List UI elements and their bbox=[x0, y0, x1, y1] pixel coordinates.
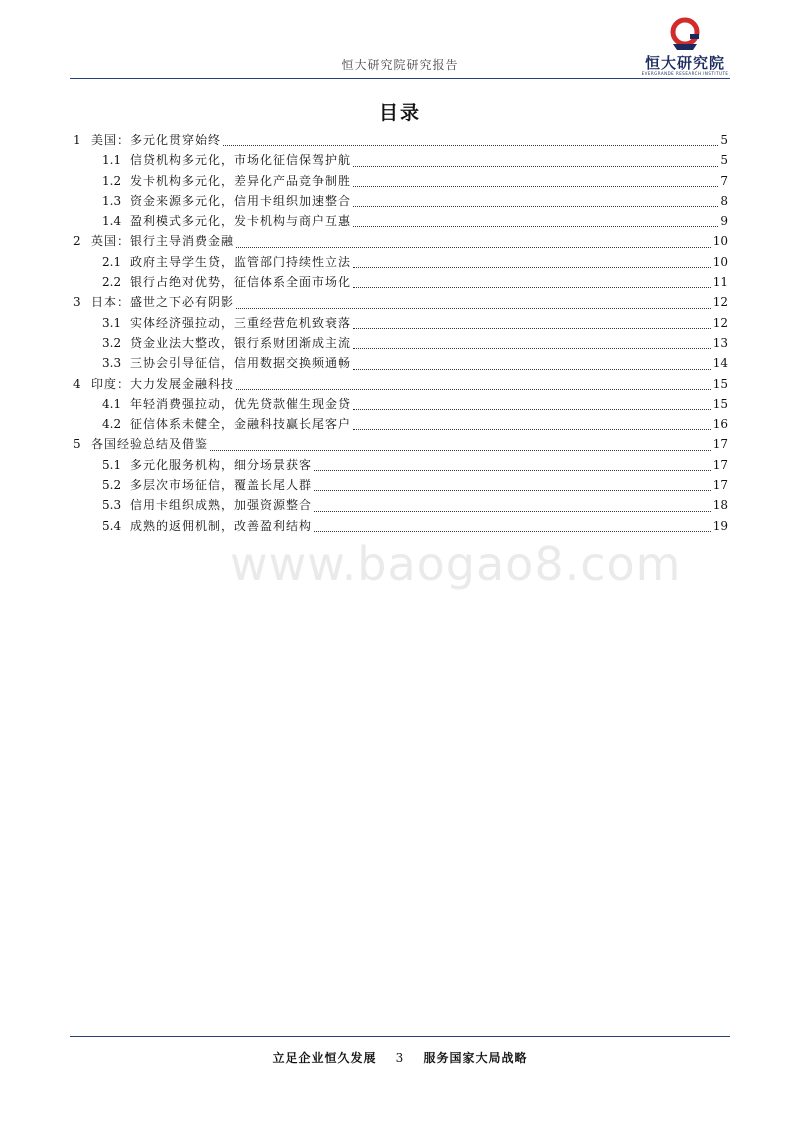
toc-entry-page: 5 bbox=[720, 153, 728, 168]
toc-entry[interactable] bbox=[73, 151, 728, 171]
toc-entry[interactable] bbox=[73, 476, 728, 496]
toc-leader-dots bbox=[210, 449, 711, 451]
toc-entry-number: 4.1 bbox=[102, 396, 122, 411]
toc-entry-title: 信贷机构多元化，市场化征信保驾护航 bbox=[130, 153, 352, 168]
toc-entry-title: 多层次市场征信，覆盖长尾人群 bbox=[130, 478, 313, 493]
toc-entry-title: 日本：盛世之下必有阴影 bbox=[91, 295, 235, 310]
toc-title: 目录 bbox=[378, 102, 421, 124]
toc-entry-title: 银行占绝对优势，征信体系全面市场化 bbox=[130, 275, 352, 290]
toc-entry-number: 2 bbox=[73, 234, 81, 249]
page-header: 恒大研究院研究报告 bbox=[341, 58, 459, 72]
toc-entry[interactable] bbox=[73, 131, 728, 151]
toc-entry-title: 英国：银行主导消费金融 bbox=[91, 234, 235, 249]
logo-emblem-icon bbox=[635, 14, 735, 54]
toc-leader-dots bbox=[353, 368, 711, 370]
toc-leader-dots bbox=[314, 469, 711, 471]
toc-entry[interactable] bbox=[73, 212, 728, 232]
toc-leader-dots bbox=[353, 205, 718, 207]
header-divider bbox=[70, 78, 730, 79]
toc-entry-page: 10 bbox=[712, 234, 728, 249]
toc-leader-dots bbox=[353, 286, 711, 288]
toc-entry-title: 印度：大力发展金融科技 bbox=[91, 376, 235, 391]
toc-entry-number: 2.1 bbox=[102, 254, 122, 269]
toc-entry-title: 美国：多元化贯穿始终 bbox=[91, 133, 222, 147]
toc-entry-title: 信用卡组织成熟，加强资源整合 bbox=[130, 498, 313, 513]
toc-entry-number: 5.3 bbox=[102, 498, 122, 513]
toc-entry-number: 1.1 bbox=[102, 153, 122, 168]
toc-leader-dots bbox=[353, 347, 711, 349]
toc-entry[interactable] bbox=[73, 435, 728, 455]
toc-leader-dots bbox=[236, 388, 711, 390]
toc-entry-number: 5.4 bbox=[102, 518, 122, 533]
footer-divider bbox=[70, 1036, 730, 1037]
page-number: 3 bbox=[395, 1051, 405, 1065]
logo-subtitle: EVERGRANDE RESEARCH INSTITUTE bbox=[641, 71, 729, 76]
toc-entry-page: 9 bbox=[720, 214, 728, 229]
toc-entry-page: 14 bbox=[712, 356, 728, 371]
toc-leader-dots bbox=[314, 510, 711, 512]
toc-leader-dots bbox=[314, 530, 711, 532]
toc-entry[interactable] bbox=[73, 293, 728, 313]
toc-entry-title: 盈利模式多元化，发卡机构与商户互惠 bbox=[130, 214, 352, 229]
toc-entry-page: 18 bbox=[712, 498, 728, 513]
toc-entry-number: 1.4 bbox=[102, 214, 122, 229]
toc-entry-number: 1 bbox=[73, 133, 81, 147]
toc-entry-page: 16 bbox=[712, 417, 728, 432]
toc-entry[interactable] bbox=[73, 273, 728, 293]
toc-entry-title: 征信体系未健全，金融科技赢长尾客户 bbox=[130, 417, 352, 432]
toc-leader-dots bbox=[353, 428, 711, 430]
toc-entry-page: 10 bbox=[712, 254, 728, 269]
toc-leader-dots bbox=[353, 266, 711, 268]
toc-entry-title: 多元化服务机构，细分场景获客 bbox=[130, 457, 313, 472]
toc-entry-page: 11 bbox=[712, 275, 728, 290]
toc-entry-number: 3.1 bbox=[102, 315, 122, 330]
toc-leader-dots bbox=[223, 144, 718, 146]
toc-entry-number: 5.2 bbox=[102, 478, 122, 493]
watermark: www.baogao8.com bbox=[230, 537, 682, 591]
toc-leader-dots bbox=[353, 408, 711, 410]
toc-entry-page: 17 bbox=[712, 457, 728, 472]
toc-entry-title: 三协会引导征信，信用数据交换频通畅 bbox=[130, 356, 352, 371]
toc-entry[interactable] bbox=[73, 456, 728, 476]
toc-entry-title: 实体经济强拉动，三重经营危机致衰落 bbox=[130, 315, 352, 330]
toc-entry-number: 3 bbox=[73, 295, 81, 310]
toc-leader-dots bbox=[353, 165, 718, 167]
toc-entry-page: 5 bbox=[720, 133, 728, 147]
toc-entry[interactable] bbox=[73, 192, 728, 212]
toc-entry[interactable] bbox=[73, 253, 728, 273]
footer-right-slogan: 服务国家大局战略 bbox=[423, 1051, 528, 1065]
toc-entry-number: 5.1 bbox=[102, 457, 122, 472]
toc-entry-number: 5 bbox=[73, 437, 81, 452]
toc-entry-page: 12 bbox=[712, 295, 728, 310]
toc-entry[interactable] bbox=[73, 314, 728, 334]
toc-entry-title: 政府主导学生贷，监管部门持续性立法 bbox=[130, 254, 352, 269]
toc-leader-dots bbox=[353, 327, 711, 329]
toc-entry[interactable] bbox=[73, 415, 728, 435]
toc-entry-number: 4.2 bbox=[102, 417, 122, 432]
toc-entry-number: 4 bbox=[73, 376, 81, 391]
toc-leader-dots bbox=[353, 225, 718, 227]
toc-entry-page: 8 bbox=[720, 193, 728, 208]
toc-entry[interactable] bbox=[73, 172, 728, 192]
toc-entry[interactable] bbox=[73, 395, 728, 415]
toc-entry-title: 发卡机构多元化，差异化产品竞争制胜 bbox=[130, 173, 352, 188]
toc-entry-number: 1.3 bbox=[102, 193, 122, 208]
toc-entry-title: 贷金业法大整改，银行系财团渐成主流 bbox=[130, 335, 352, 350]
toc-leader-dots bbox=[236, 246, 711, 248]
toc-entry-page: 17 bbox=[712, 437, 728, 452]
page-footer bbox=[0, 1049, 800, 1066]
toc-entry-title: 各国经验总结及借鉴 bbox=[91, 437, 209, 452]
toc-entry[interactable] bbox=[73, 375, 728, 395]
table-of-contents bbox=[73, 131, 728, 537]
toc-leader-dots bbox=[314, 489, 711, 491]
toc-entry-number: 3.2 bbox=[102, 335, 122, 350]
toc-entry[interactable] bbox=[73, 232, 728, 252]
toc-entry[interactable] bbox=[73, 517, 728, 537]
logo-name: 恒大研究院 bbox=[644, 54, 725, 72]
toc-entry-number: 1.2 bbox=[102, 173, 122, 188]
toc-entry-page: 19 bbox=[712, 518, 728, 533]
toc-leader-dots bbox=[236, 307, 711, 309]
footer-left-slogan: 立足企业恒久发展 bbox=[272, 1051, 377, 1065]
toc-entry-number: 2.2 bbox=[102, 275, 122, 290]
toc-entry[interactable] bbox=[73, 496, 728, 516]
toc-entry-title: 成熟的返佣机制，改善盈利结构 bbox=[130, 518, 313, 533]
toc-entry-page: 17 bbox=[712, 478, 728, 493]
toc-entry-page: 7 bbox=[720, 173, 728, 188]
toc-entry-title: 资金来源多元化，信用卡组织加速整合 bbox=[130, 193, 352, 208]
toc-entry-title: 年轻消费强拉动，优先贷款催生现金贷 bbox=[130, 396, 352, 411]
toc-entry-page: 13 bbox=[712, 335, 728, 350]
toc-entry-page: 15 bbox=[712, 396, 728, 411]
toc-entry[interactable] bbox=[73, 334, 728, 354]
toc-entry-page: 12 bbox=[712, 315, 728, 330]
toc-entry-number: 3.3 bbox=[102, 356, 122, 371]
toc-leader-dots bbox=[353, 185, 718, 187]
toc-entry-page: 15 bbox=[712, 376, 728, 391]
toc-entry[interactable] bbox=[73, 354, 728, 374]
